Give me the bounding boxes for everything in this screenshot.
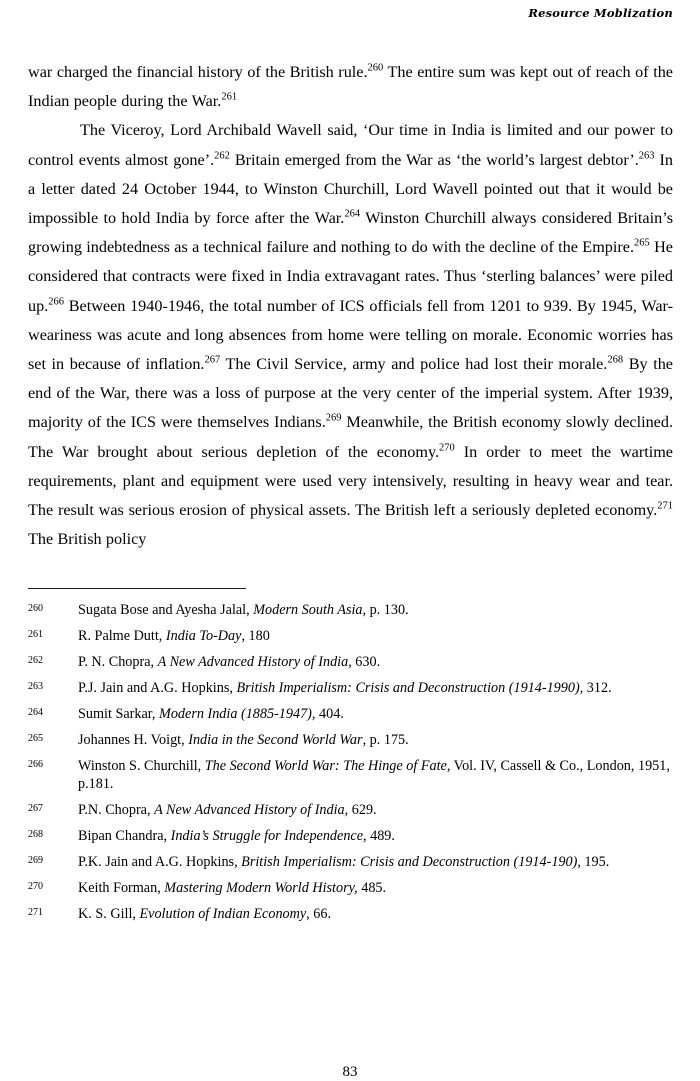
footnote-number: 266 <box>28 759 43 770</box>
title-italic: Modern South Asia <box>253 602 363 618</box>
footnote-item <box>28 732 676 750</box>
footnote-number: 267 <box>28 802 43 814</box>
body-paragraph: The Viceroy, Lord Archibald Wavell said, ‘Our time in India is limited and our power to control events almost gone’.$^{262}$ Britain emerged from the War as ‘the world’s largest debtor’.$^{263}$ In a letter dated 24 October 1944, to Winston Churchill, Lord Wavell pointed out that it would be impossible to hold India by force after the War.$^{264}$ Winston Churchill always considered Britain’s growing indebtedness as a technical failure and nothing to do with the decline of the Empire.$^{265}$ He considered that contracts were fixed in India extravagant rates. Thus ‘sterling balances’ were piled up.$^{266}$ Between 1940-1946, the total number of ICS officials fell from 1201 to 939. By 1945, War- weariness was acute and long absences from home were telling on morale. Economic worries has set in because of inflation.$^{267}$ The Civil Service, army and police had lost their morale.$^{268}$ By the end of the War, there was a loss of purpose at the very center of the imperial system. After 1939, majority of the ICS were themselves Indians.$^{269}$ Meanwhile, the British economy slowly declined. The War brought about serious depletion of the economy.$^{270}$ In order to meet the wartime requirements, plant and equipment were used very intensively, resulting in heavy wear and tear. The result was serious erosion of physical assets. The British left a seriously depleted economy.$^{271}$ The British policy <box>28 121 673 549</box>
footnote-text: P.N. Chopra, A New Advanced History of India, 629. <box>78 801 377 818</box>
footnote-number: 265 <box>28 733 43 744</box>
footnote-text: Sugata Bose and Ayesha Jalal, Modern South Asia, p. 130. <box>78 602 409 618</box>
body-text <box>28 58 673 554</box>
footnote-item <box>28 828 676 846</box>
footnote-reference[interactable]: 262 <box>214 150 230 162</box>
footnote-text: P. N. Chopra, A New Advanced History of India, 630. <box>78 654 381 670</box>
footnote-text: Johannes H. Voigt, India in the Second World War, p. 175. <box>78 732 409 748</box>
footnote-reference[interactable]: 269 <box>325 413 342 425</box>
footnote-reference[interactable]: 270 <box>439 442 455 454</box>
footnote-reference[interactable]: 271 <box>657 500 673 512</box>
footnote-number: 271 <box>28 906 43 918</box>
title-italic: Evolution of Indian Economy <box>139 905 307 922</box>
footnote-number: 270 <box>28 880 43 892</box>
footnote-text: P.J. Jain and A.G. Hopkins, British Imperialism: Crisis and Deconstruction (1914-1990), 312. <box>78 680 612 696</box>
footnote-reference[interactable]: 263 <box>638 150 655 162</box>
running-header: Resource Moblization <box>528 6 673 20</box>
footnote-item <box>28 680 676 698</box>
footnote-number: 261 <box>28 629 43 640</box>
footnote-item <box>28 628 676 646</box>
footnote-reference[interactable]: 265 <box>634 237 650 249</box>
title-italic: A New Advanced History of India <box>154 801 345 818</box>
page-number: 83 <box>342 1064 358 1080</box>
footnote-item <box>28 880 676 898</box>
footnote-reference[interactable]: 261 <box>221 91 238 103</box>
footnote-number: 263 <box>28 681 43 692</box>
footnote-item <box>28 706 676 724</box>
footnote-text: P.K. Jain and A.G. Hopkins, British Imperialism: Crisis and Deconstruction (1914-190), 195. <box>78 853 610 870</box>
footnote-list <box>28 602 676 932</box>
footnote-item <box>28 906 676 924</box>
footnote-text: Sumit Sarkar, Modern India (1885-1947), 404. <box>78 706 344 722</box>
footnote-number: 260 <box>28 603 43 614</box>
footnote-number: 268 <box>28 828 43 840</box>
footnote-item <box>28 654 676 672</box>
footnote-reference[interactable]: 266 <box>48 296 64 308</box>
footnote-item <box>28 758 676 793</box>
title-italic: British Imperialism: Crisis and Deconstruction (1914-190) <box>241 853 578 870</box>
footnote-item <box>28 802 676 820</box>
footnote-text: Bipan Chandra, India’s Struggle for Independence, 489. <box>78 827 395 844</box>
title-italic: Modern India (1885-1947), <box>159 706 316 722</box>
footnote-separator-rule <box>28 588 246 589</box>
body-paragraph: war charged the financial history of the British rule.$^{260}$ The entire sum was kept out of reach of the Indian people during the War.$^{261}$ <box>28 62 673 111</box>
footnote-number: 262 <box>28 655 43 666</box>
title-italic: India To-Day <box>165 628 242 644</box>
title-italic: India’s Struggle for Independence <box>170 827 364 844</box>
footnote-reference[interactable]: 260 <box>367 62 384 74</box>
title-italic: India in the Second World War <box>188 732 363 748</box>
title-italic: Mastering Modern World History, <box>164 879 358 896</box>
title-italic: British Imperialism: Crisis and Deconstruction (1914-1990) <box>236 680 580 696</box>
footnote-number: 269 <box>28 854 43 866</box>
footnote-text: K. S. Gill, Evolution of Indian Economy, 66. <box>78 905 331 922</box>
footnote-item <box>28 854 676 872</box>
title-italic: The Second World War: The Hinge of Fate <box>204 758 447 774</box>
footnote-reference[interactable]: 264 <box>344 208 361 220</box>
footnote-text: R. Palme Dutt, India To-Day, 180 <box>78 628 270 644</box>
footnote-text: Winston S. Churchill, The Second World War: The Hinge of Fate, Vol. IV, Cassell & Co., London, 1951, p.181. <box>78 758 670 792</box>
footnote-reference[interactable]: 267 <box>204 354 221 366</box>
title-italic: A New Advanced History of India <box>157 654 349 670</box>
footnote-number: 264 <box>28 707 43 718</box>
footnote-text: Keith Forman, Mastering Modern World History, 485. <box>78 879 387 896</box>
footnote-reference[interactable]: 268 <box>607 354 624 366</box>
footnote-item <box>28 602 676 620</box>
